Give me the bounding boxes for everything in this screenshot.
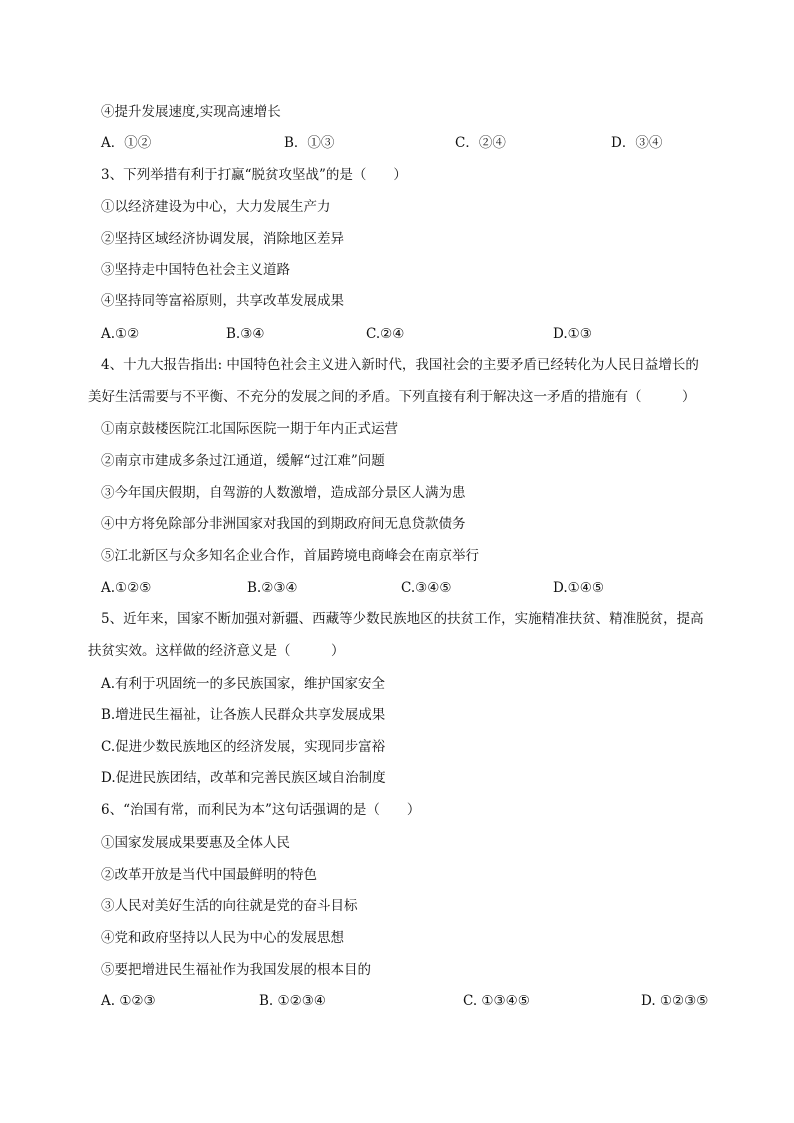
q6-option-3: ③人民对美好生活的向往就是党的奋斗目标 xyxy=(101,898,358,914)
q6-stem: 6、“治国有常，而利民为本”这句话强调的是（ ） xyxy=(101,802,421,818)
q6-choice-d: D. ①②③⑤ xyxy=(641,993,709,1009)
q5-option-a: A.有利于巩固统一的多民族国家，维护国家安全 xyxy=(101,676,386,692)
q2-choice-d: D．③④ xyxy=(611,135,663,151)
q4-choice-d: D.①④⑤ xyxy=(553,580,604,596)
q2-choice-b: B．①③ xyxy=(284,135,335,151)
q4-choice-b: B.②③④ xyxy=(247,580,298,596)
q6-option-2: ②改革开放是当代中国最鲜明的特色 xyxy=(101,867,317,883)
q4-option-3: ③今年国庆假期，自驾游的人数激增，造成部分景区人满为患 xyxy=(101,485,466,501)
q2-choice-c: C．②④ xyxy=(455,135,506,151)
q2-choice-a: A．①② xyxy=(101,135,152,151)
q5-stem-line-2: 扶贫实效。这样做的经济意义是（ ） xyxy=(88,643,345,659)
q4-option-1: ①南京鼓楼医院江北国际医院一期于年内正式运营 xyxy=(101,421,398,437)
q2-option-4: ④提升发展速度,实现高速增长 xyxy=(101,104,281,120)
q4-stem-line-2: 美好生活需要与不平衡、不充分的发展之间的矛盾。下列直接有利于解决这一矛盾的措施有（ ） xyxy=(88,389,696,405)
q6-option-5: ⑤要把增进民生福祉作为我国发展的根本目的 xyxy=(101,962,371,978)
q3-option-3: ③坚持走中国特色社会主义道路 xyxy=(101,262,290,278)
q3-option-2: ②坚持区域经济协调发展，消除地区差异 xyxy=(101,231,344,247)
q6-choice-b: B. ①②③④ xyxy=(259,993,326,1009)
q4-option-5: ⑤江北新区与众多知名企业合作，首届跨境电商峰会在南京举行 xyxy=(101,548,479,564)
q3-stem: 3、下列举措有利于打赢“脱贫攻坚战”的是（ ） xyxy=(101,167,407,183)
q4-stem-line-1: 4、十九大报告指出: 中国特色社会主义进入新时代，我国社会的主要矛盾已经转化为人民日益增长的 xyxy=(101,357,699,373)
q6-option-4: ④党和政府坚持以人民为中心的发展思想 xyxy=(101,930,344,946)
q5-stem-line-1: 5、近年来，国家不断加强对新疆、西藏等少数民族地区的扶贫工作，实施精准扶贫、精准脱贫，提高 xyxy=(101,611,704,627)
q5-option-c: C.促进少数民族地区的经济发展，实现同步富裕 xyxy=(101,739,386,755)
q4-option-2: ②南京市建成多条过江通道，缓解“过江难”问题 xyxy=(101,453,385,469)
q6-choice-c: C. ①③④⑤ xyxy=(463,993,530,1009)
q5-option-d: D.促进民族团结，改革和完善民族区域自治制度 xyxy=(101,770,386,786)
q3-option-4: ④坚持同等富裕原则，共享改革发展成果 xyxy=(101,293,344,309)
q6-option-1: ①国家发展成果要惠及全体人民 xyxy=(101,835,290,851)
q3-option-1: ①以经济建设为中心，大力发展生产力 xyxy=(101,199,331,215)
q3-choice-d: D.①③ xyxy=(553,326,592,342)
q3-choice-a: A.①② xyxy=(101,326,140,342)
q4-choice-a: A.①②⑤ xyxy=(101,580,152,596)
q6-choice-a: A. ①②③ xyxy=(101,993,156,1009)
q3-choice-b: B.③④ xyxy=(226,326,265,342)
q3-choice-c: C.②④ xyxy=(366,326,405,342)
q4-option-4: ④中方将免除部分非洲国家对我国的到期政府间无息贷款债务 xyxy=(101,516,466,532)
q4-choice-c: C.③④⑤ xyxy=(401,580,452,596)
q5-option-b: B.增进民生福祉，让各族人民群众共享发展成果 xyxy=(101,707,386,723)
